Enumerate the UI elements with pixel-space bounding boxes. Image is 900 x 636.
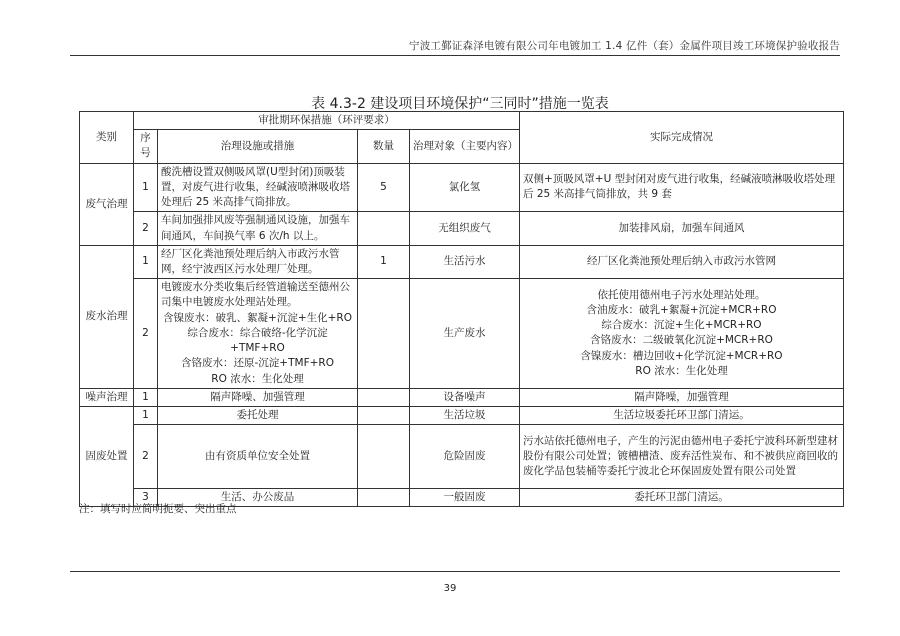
row-no: 1 [134,388,158,406]
row-no: 2 [134,279,158,389]
measure-line: 综合废水：综合破络-化学沉淀+TMF+RO [187,326,328,355]
actual-cell: 加装排风扇，加强车间通风 [520,212,844,245]
measure-line: RO 浓水：生化处理 [211,372,304,385]
measure-cell: 生活、办公废品 [158,489,358,507]
header-actual: 实际完成情况 [520,112,844,164]
category-water: 废水治理 [80,245,134,388]
measure-cell [158,279,358,389]
row-no: 2 [134,425,158,489]
measure-cell: 委托处理 [158,406,358,424]
qty-cell [358,279,410,389]
actual-line: 含镍废水：槽边回收+化学沉淀+MCR+RO [580,349,783,362]
row-no: 3 [134,489,158,507]
measure-cell: 酸洗槽设置双侧吸风罩(U型封闭)顶吸装置，对废气进行收集，经碱液喷淋吸收塔处理后 25 米高排气筒排放。 [158,163,358,212]
category-noise: 噪声治理 [80,388,134,406]
measure-line: 电镀废水分类收集后经管道输送至德州公司集中电镀废水处理站处理。 [161,281,350,309]
object-cell: 生活垃圾 [410,406,520,424]
header-rule [70,55,840,56]
object-cell: 氯化氢 [410,163,520,212]
actual-cell: 污水站依托德州电子，产生的污泥由德州电子委托宁波科环新型建材股份有限公司处置；镀槽槽渣、废弃活性炭布、和不被供应商回收的废化学品包装桶等委托宁波北仑环保固废处置有限公司处置 [520,425,844,489]
measure-cell: 由有资质单位安全处置 [158,425,358,489]
measure-cell: 车间加强排风废等强制通风设施，加强车间通风，车间换气率 6 次/h 以上。 [158,212,358,245]
header-approved-measures: 审批期环保措施（环评要求） [134,112,520,130]
qty-cell [358,212,410,245]
header-qty: 数量 [358,130,410,163]
measures-table [79,111,844,507]
actual-line: RO 浓水：生化处理 [635,364,728,377]
qty-cell [358,406,410,424]
actual-line: 含铬废水：二级破氧化沉淀+MCR+RO [590,334,773,347]
actual-cell: 经厂区化粪池预处理后纳入市政污水管网 [520,245,844,278]
qty-cell [358,425,410,489]
table-caption: 表 4.3-2 建设项目环境保护“三同时”措施一览表 [311,96,609,112]
measure-line: 含镍废水：破乳、絮凝+沉淀+生化+RO [163,311,352,324]
category-gas: 废气治理 [80,163,134,245]
actual-line: 综合废水：沉淀+生化+MCR+RO [601,319,762,332]
actual-cell: 生活垃圾委托环卫部门清运。 [520,406,844,424]
object-cell: 一般固废 [410,489,520,507]
row-no: 2 [134,212,158,245]
footer-rule [70,571,840,572]
object-cell: 危险固废 [410,425,520,489]
header-object: 治理对象（主要内容） [410,130,520,163]
actual-cell: 委托环卫部门清运。 [520,489,844,507]
qty-cell: 1 [358,245,410,278]
qty-cell: 5 [358,163,410,212]
row-no: 1 [134,245,158,278]
measure-cell: 经厂区化粪池预处理后纳入市政污水管网，经宁波西区污水处理厂处理。 [158,245,358,278]
page-number: 39 [443,583,457,594]
actual-line: 依托使用德州电子污水处理站处理。 [597,288,766,301]
object-cell: 生产废水 [410,279,520,389]
row-no: 1 [134,163,158,212]
qty-cell [358,489,410,507]
actual-cell: 隔声降噪，加强管理 [520,388,844,406]
object-cell: 无组织废气 [410,212,520,245]
object-cell: 生活污水 [410,245,520,278]
actual-line: 含油废水：破乳+絮凝+沉淀+MCR+RO [586,304,777,317]
document-header: 宁波工鄞证森泽电镀有限公司年电镀加工 1.4 亿件（套）金属件项目竣工环境保护验收报告 [409,40,840,52]
category-solid: 固废处置 [80,406,134,506]
header-no: 序号 [134,130,158,163]
measure-line: 含铬废水：还原-沉淀+TMF+RO [181,357,334,370]
table-note: 注：填写时应简明扼要、突出重点 [79,503,237,515]
header-category: 类别 [80,112,134,164]
actual-cell [520,279,844,389]
row-no: 1 [134,406,158,424]
actual-cell: 双侧+顶吸风罩+U 型封闭对废气进行收集，经碱液喷淋吸收塔处理后 25 米高排气筒排放，共 9 套 [520,163,844,212]
measure-cell: 隔声降噪、加强管理 [158,388,358,406]
header-measures: 治理设施或措施 [158,130,358,163]
qty-cell [358,388,410,406]
object-cell: 设备噪声 [410,388,520,406]
